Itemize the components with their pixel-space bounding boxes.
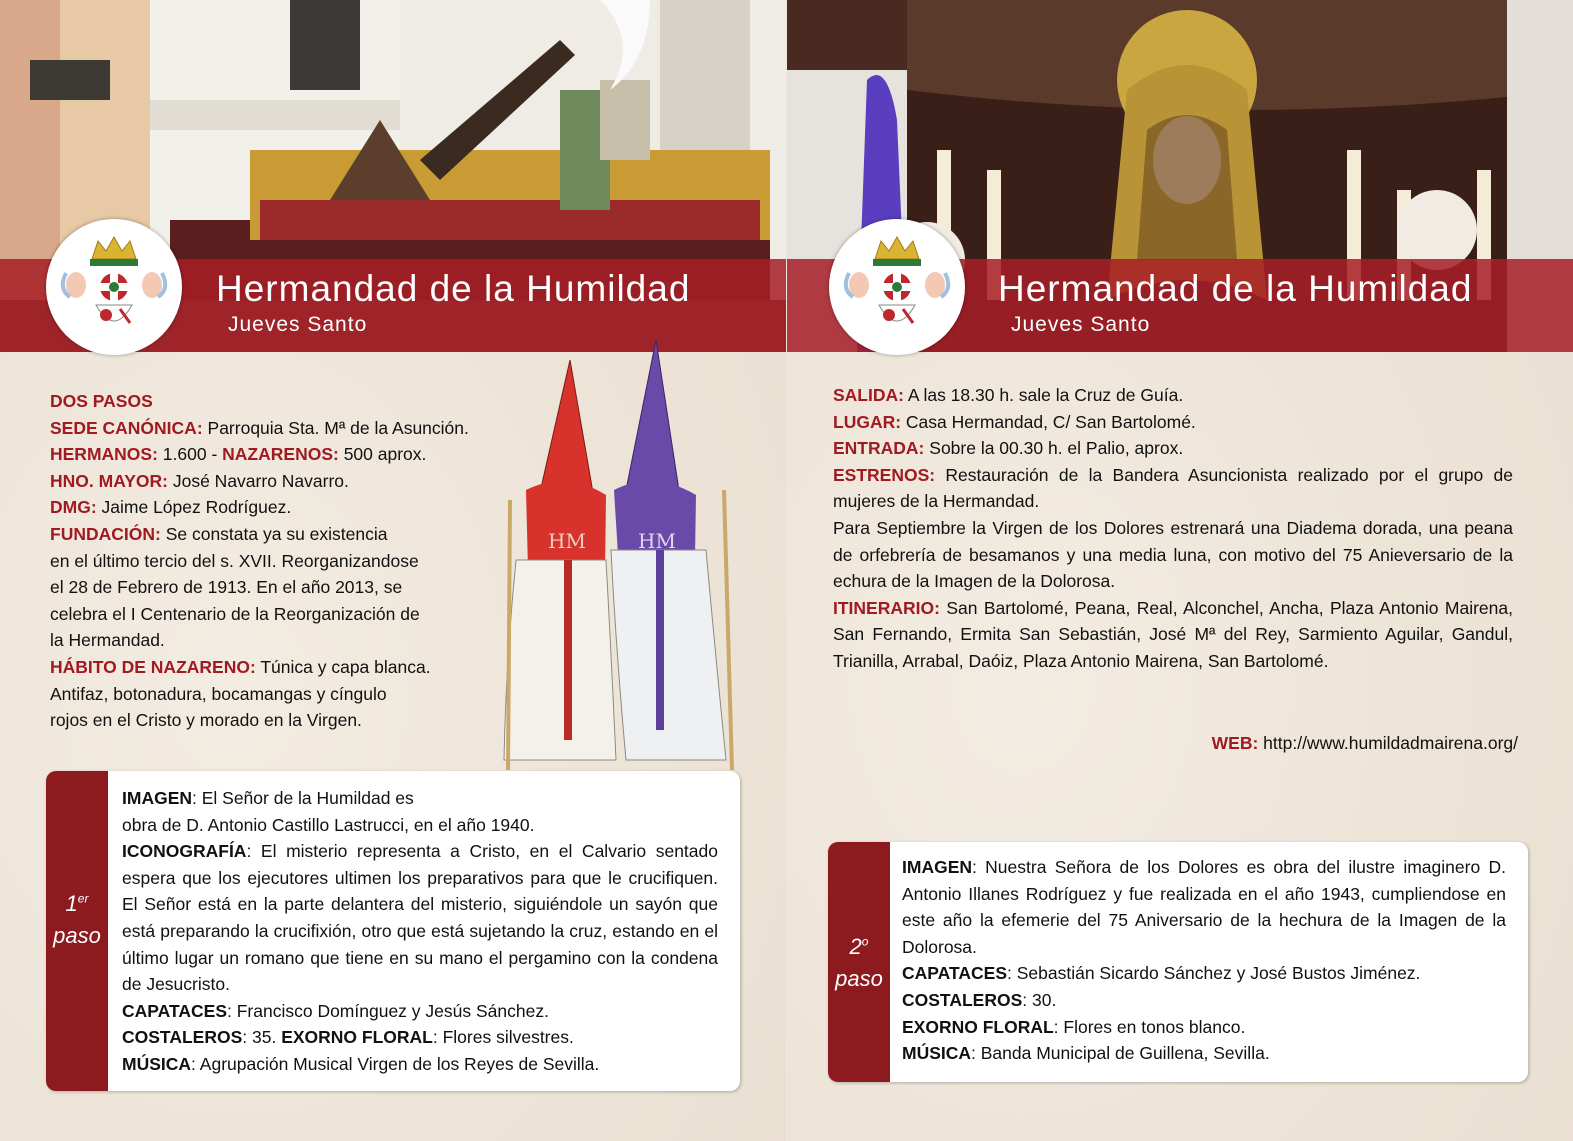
paso-suffix: er <box>77 891 89 906</box>
entrada-label: ENTRADA: <box>833 438 925 459</box>
svg-text:HM: HM <box>638 529 676 553</box>
hermanos-label: HERMANOS: <box>50 444 158 465</box>
fundacion-line: en el último tercio del s. XVII. Reorganizandose <box>50 550 419 571</box>
paso-tab <box>46 771 108 1091</box>
brotherhood-logo <box>829 219 965 355</box>
costaleros-value: : 35. <box>242 1027 277 1048</box>
estrenos-value: Restauración de la Bandera Asuncionista realizado por el grupo de mujeres de la Hermandad. <box>833 464 1513 512</box>
musica-label: MÚSICA <box>902 1043 972 1064</box>
exorno-label: EXORNO FLORAL <box>281 1027 433 1048</box>
septiembre-text: Para Septiembre la Virgen de los Dolores estrenará una Diadema dorada, una peana de orfebrería de besamanos y una media luna, con motivo del 75 Anieversario de la echura de la Imagen de la Dolorosa. <box>833 517 1513 592</box>
habito-line: Túnica y capa blanca. <box>260 656 431 677</box>
fundacion-line: el 28 de Febrero de 1913. En el año 2013, se <box>50 577 403 598</box>
costaleros-label: COSTALEROS <box>902 989 1023 1010</box>
imagen-label: IMAGEN <box>122 788 192 808</box>
imagen-line: obra de D. Antonio Castillo Lastrucci, en el año 1940. <box>122 814 535 835</box>
imagen-label: IMAGEN <box>902 857 972 877</box>
costaleros-value: : 30. <box>1022 989 1057 1010</box>
capataces-value: : Sebastián Sicardo Sánchez y José Bustos Jiménez. <box>1007 963 1421 984</box>
dmg-label: DMG: <box>50 497 97 518</box>
nazarenos-illustration <box>486 320 756 780</box>
right-page <box>787 0 1573 1141</box>
crest-icon <box>46 219 182 355</box>
paso-tab <box>828 842 890 1082</box>
salida-value: A las 18.30 h. sale la Cruz de Guía. <box>907 385 1184 405</box>
info-block <box>50 388 510 734</box>
lugar-value: Casa Hermandad, C/ San Bartolomé. <box>905 411 1196 432</box>
itinerario-value: San Bartolomé, Peana, Real, Alconchel, Ancha, Plaza Antonio Mairena, San Fernando, Ermita San Sebastián, José Mª del Rey, Sarmiento Aguilar, Gandul, Trianilla, Arrabal, Daóiz, Plaza Antonio Mairena, San Bartolomé. <box>833 597 1513 671</box>
habito-line: rojos en el Cristo y morado en la Virgen. <box>50 710 362 731</box>
fundacion-line: celebra el I Centenario de la Reorganización de <box>50 603 420 624</box>
paso-number: 2$^o$ <box>849 934 869 959</box>
fundacion-label: FUNDACIÓN: <box>50 523 161 544</box>
page-title: Hermandad de la Humildad <box>998 268 1473 309</box>
itinerario-label: ITINERARIO: <box>833 597 940 618</box>
imagen-text: : Nuestra Señora de los Dolores es obra del ilustre imaginero D. Antonio Illanes Rodríguez y fue realizada en el año 1943, cumpliendose en este año la efemerie del 75 Aniversario de la hechura de la Imagen de la Dolorosa. <box>902 857 1506 957</box>
musica-value: : Banda Municipal de Guillena, Sevilla. <box>971 1043 1270 1064</box>
crest-icon <box>829 219 965 355</box>
dos-pasos-label: DOS PASOS <box>50 391 153 411</box>
estrenos-label: ESTRENOS: <box>833 464 936 485</box>
hno-mayor-value: José Navarro Navarro. <box>172 470 349 491</box>
iconografia-text: : El misterio representa a Cristo, en el Calvario sentado espera que los ejecutores ultimen los preparativos para que le crucifiquen. El Señor está en la parte delantera del misterio, siguiéndole un sayón que está preparando la crucifixión, otro que está sujetando la cruz, estando en el último lugar un romano que tiene en su mano el pergamino con la condena de Jesucristo. <box>122 841 718 995</box>
web-line <box>1138 730 1518 757</box>
imagen-line: : El Señor de la Humildad es <box>192 788 414 808</box>
paso-card-1 <box>46 771 740 1091</box>
sede-value: Parroquia Sta. Mª de la Asunción. <box>207 417 469 438</box>
paso-word: paso <box>835 966 883 991</box>
page-title: Hermandad de la Humildad <box>216 268 691 309</box>
info-block <box>833 382 1513 675</box>
costaleros-label: COSTALEROS <box>122 1027 243 1048</box>
iconografia-label: ICONOGRAFÍA <box>122 841 247 862</box>
habito-line: Antifaz, botonadura, bocamangas y cíngulo <box>50 683 387 704</box>
dmg-value: Jaime López Rodríguez. <box>101 497 292 518</box>
page-subtitle: Jueves Santo <box>1011 313 1151 336</box>
musica-label: MÚSICA <box>122 1053 192 1074</box>
sede-label: SEDE CANÓNICA: <box>50 417 203 438</box>
hno-mayor-label: HNO. MAYOR: <box>50 470 168 491</box>
habito-label: HÁBITO DE NAZARENO: <box>50 656 256 677</box>
left-page <box>0 0 786 1141</box>
musica-value: : Agrupación Musical Virgen de los Reyes de Sevilla. <box>191 1053 600 1074</box>
paso-card-2 <box>828 842 1528 1082</box>
fundacion-line: la Hermandad. <box>50 630 165 651</box>
lugar-label: LUGAR: <box>833 411 902 432</box>
exorno-value: : Flores silvestres. <box>432 1027 574 1048</box>
paso-description <box>902 854 1506 1067</box>
paso-word: paso <box>53 923 101 948</box>
exorno-label: EXORNO FLORAL <box>902 1016 1054 1037</box>
svg-text:HM: HM <box>548 529 586 553</box>
capataces-value: : Francisco Domínguez y Jesús Sánchez. <box>227 1000 549 1021</box>
web-link[interactable]: http://www.humildadmairena.org/ <box>1263 733 1518 753</box>
web-label: WEB: <box>1211 733 1259 753</box>
brotherhood-logo <box>46 219 182 355</box>
fundacion-line: Se constata ya su existencia <box>165 523 388 544</box>
salida-label: SALIDA: <box>833 385 904 405</box>
paso-description <box>122 785 718 1078</box>
nazarenos-value: 500 aprox. <box>343 444 427 465</box>
nazarenos-label: NAZARENOS: <box>222 444 339 465</box>
entrada-value: Sobre la 00.30 h. el Palio, aprox. <box>929 438 1184 459</box>
paso-number: 1er <box>65 891 89 916</box>
capataces-label: CAPATACES <box>122 1000 227 1021</box>
exorno-value: : Flores en tonos blanco. <box>1053 1016 1246 1037</box>
hermanos-value: 1.600 - <box>162 444 218 465</box>
capataces-label: CAPATACES <box>902 963 1007 984</box>
page-subtitle: Jueves Santo <box>228 313 368 336</box>
paso-suffix: o <box>861 934 869 949</box>
